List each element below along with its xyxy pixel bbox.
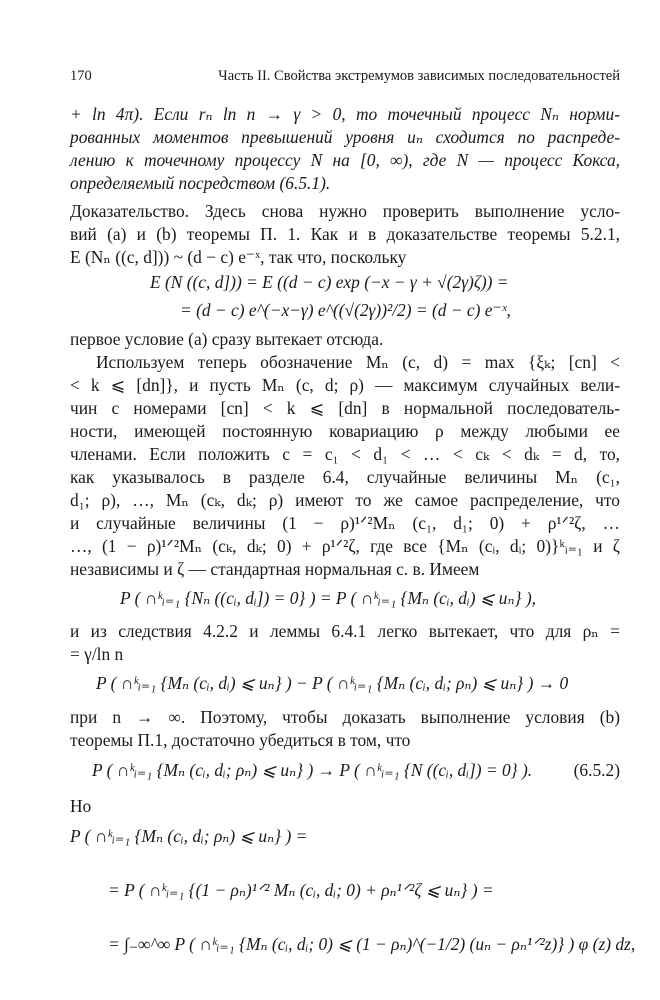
theorem-text-line-2: рованных моментов превышений уровня uₙ сходится по распреде- (70, 127, 620, 147)
equation-number-652: (6.5.2) (573, 760, 620, 780)
corollary-line-1: и из следствия 4.2.2 и леммы 6.4.1 легко вытекает, что для ρₙ = (70, 621, 620, 641)
proof-line-4: первое условие (a) сразу вытекает отсюда. (70, 329, 384, 349)
formula-probability-equality: P ( ∩ᵏᵢ₌₁ {Nₙ ((cᵢ, dᵢ]) = 0} ) = P ( ∩ᵏᵢ₌₁ {Mₙ (cᵢ, dᵢ) ⩽ uₙ} ), (120, 588, 536, 608)
formula-difference-limit: P ( ∩ᵏᵢ₌₁ {Mₙ (cᵢ, dᵢ) ⩽ uₙ} ) − P ( ∩ᵏᵢ₌₁ {Mₙ (cᵢ, dᵢ; ρₙ) ⩽ uₙ} ) → 0 (96, 673, 569, 693)
corollary-line-2: = γ/ln n (70, 644, 124, 664)
page-number: 170 (70, 68, 92, 84)
proof-line-1: Доказательство. Здесь снова нужно проверить выполнение усло- (70, 201, 620, 221)
proof-line-3: E (Nₙ ((c, d])) ~ (d − c) e⁻ˣ, так что, поскольку (70, 247, 407, 267)
running-title: Часть II. Свойства экстремумов зависимых последовательностей (218, 68, 620, 84)
notation-line-9: …, (1 − ρ)¹ᐟ²Mₙ (cₖ, dₖ; 0) + ρ¹ᐟ²ζ, где все {Mₙ (cᵢ, dᵢ; 0)}ᵏᵢ₌₁ и ζ (70, 536, 620, 556)
formula-final-line-3: = ∫₋∞^∞ P ( ∩ᵏᵢ₌₁ {Mₙ (cᵢ, dᵢ; 0) ⩽ (1 − ρₙ)^(−1/2) (uₙ − ρₙ¹ᐟ²z)} ) φ (z) dz, (108, 934, 636, 954)
proof-line-2: вий (a) и (b) теоремы П. 1. Как и в доказательстве теоремы 5.2.1, (70, 224, 620, 244)
formula-final-line-1: P ( ∩ᵏᵢ₌₁ {Mₙ (cᵢ, dᵢ; ρₙ) ⩽ uₙ} ) = (70, 826, 308, 846)
notation-line-6: как указывалось в разделе 6.4, случайные величины Mₙ (c₁, (70, 467, 620, 487)
notation-line-8: и случайные величины (1 − ρ)¹ᐟ²Mₙ (c₁, d₁; 0) + ρ¹ᐟ²ζ, … (70, 513, 620, 533)
formula-final-line-2: = P ( ∩ᵏᵢ₌₁ {(1 − ρₙ)¹ᐟ² Mₙ (cᵢ, dᵢ; 0) + ρₙ¹ᐟ²ζ ⩽ uₙ} ) = (108, 880, 494, 900)
condition-line-2: теоремы П.1, достаточно убедиться в том, что (70, 730, 411, 750)
notation-line-10: независимы и ζ — стандартная нормальная с. в. Имеем (70, 559, 480, 579)
formula-expectation-line-1: E (N ((c, d])) = E ((d − c) exp (−x − γ + √(2γ)ζ)) = (150, 272, 509, 292)
condition-line-1: при n → ∞. Поэтому, чтобы доказать выполнение условия (b) (70, 707, 620, 727)
formula-convergence-652: P ( ∩ᵏᵢ₌₁ {Mₙ (cᵢ, dᵢ; ρₙ) ⩽ uₙ} ) → P ( ∩ᵏᵢ₌₁ {N ((cᵢ, dᵢ]) = 0} ). (92, 760, 533, 780)
running-header (70, 68, 620, 90)
theorem-text-line-3: лению к точечному процессу N на [0, ∞), где N — процесс Кокса, (70, 150, 620, 170)
but-line: Но (70, 796, 92, 816)
notation-line-2: < k ⩽ [dn]}, и пусть Mₙ (c, d; ρ) — максимум случайных вели- (70, 375, 620, 395)
notation-line-3: чин с номерами [cn] < k ⩽ [dn] в нормальной последователь- (70, 398, 620, 418)
notation-line-5: членами. Если положить c = c₁ < d₁ < … < cₖ < dₖ = d, то, (70, 444, 620, 464)
theorem-text-line-4: определяемый посредством (6.5.1). (70, 173, 331, 193)
theorem-text-line-1: + ln 4π). Если rₙ ln n → γ > 0, то точечный процесс Nₙ норми- (70, 104, 620, 124)
notation-line-4: ности, имеющей постоянную ковариацию ρ между любыми ее (70, 421, 620, 441)
notation-line-1: Используем теперь обозначение Mₙ (c, d) = max {ξₖ; [cn] < (96, 352, 620, 372)
formula-expectation-line-2: = (d − c) e^(−x−γ) e^((√(2γ))²/2) = (d − c) e⁻ˣ, (180, 300, 511, 320)
notation-line-7: d₁; ρ), …, Mₙ (cₖ, dₖ; ρ) имеют то же самое распределение, что (70, 490, 620, 510)
